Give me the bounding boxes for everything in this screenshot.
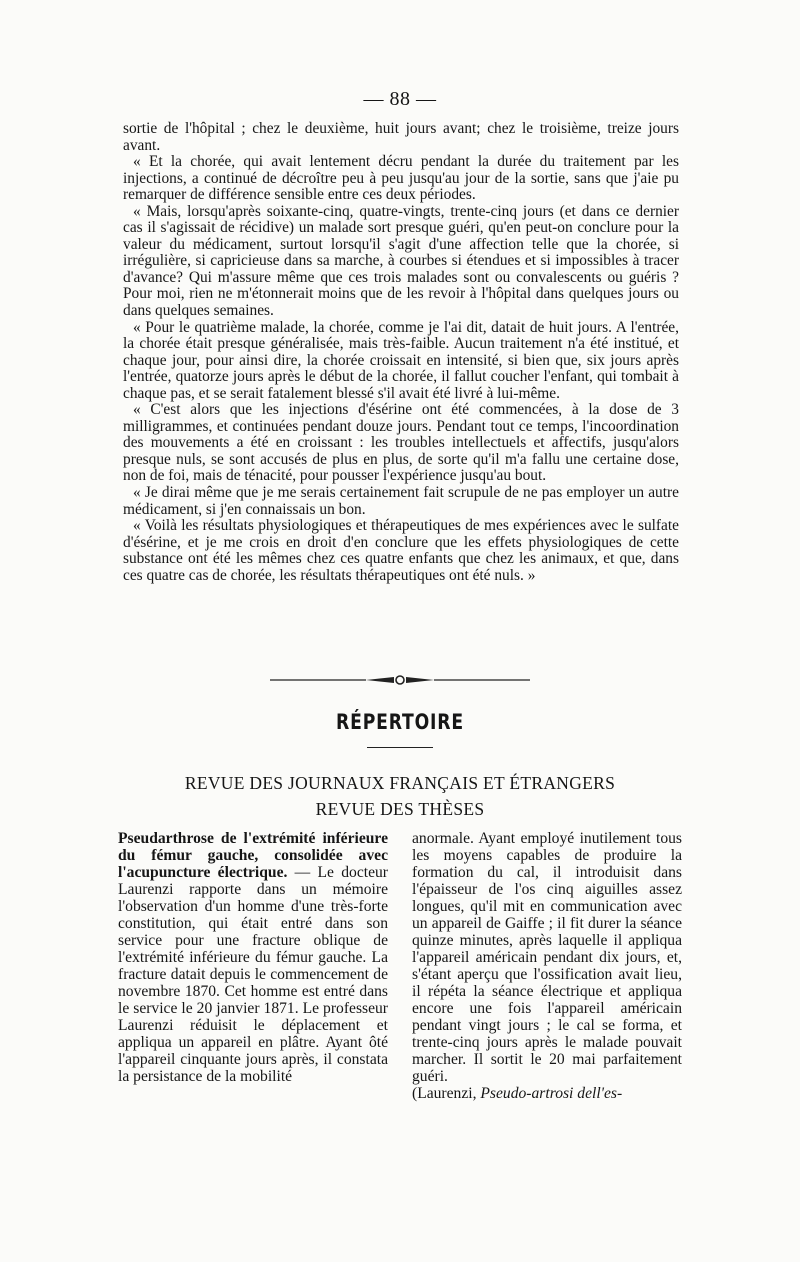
- title-rule: [367, 747, 433, 748]
- paragraph: « Mais, lorsqu'après soixante-cinq, quatre-vingts, trente-cinq jours (et dans ce dernier cas il s'agissait de récidive) un malade sort presque guéri, qu'en peut-on conclure pour la valeur du médicament, surtout lorsqu'il s'agit d'une affection telle que la chorée, si irrégulière, si capricieuse dans sa marche, à courbes si étendues et si impossibles à tracer d'avance? Qui m'assure même que ces trois malades sont ou convalescents ou guéris ? Pour moi, rien ne m'étonnerait moins que de les revoir à l'hôpital dans quelques jours ou dans quelques semaines.: [123, 202, 679, 320]
- paragraph: sortie de l'hôpital ; chez le deuxième, huit jours avant; chez le troisième, treize jours avant.: [123, 120, 679, 154]
- article-column-right: [412, 830, 682, 1102]
- paragraph: « Je dirai même que je me serais certainement fait scrupule de ne pas employer un autre médicament, si j'en connaissais un bon.: [123, 484, 679, 518]
- paragraph: « Et la chorée, qui avait lentement décru pendant la durée du traitement par les injections, a continué de décroître peu à peu jusqu'au jour de la sortie, sans que j'aie pu remarquer de différence sensible entre ces deux périodes.: [123, 153, 679, 204]
- article-title: Pseudarthrose de l'extrémité inférieure du fémur gauche, consolidée avec l'acupuncture électrique.: [118, 830, 388, 881]
- paragraph: « Pour le quatrième malade, la chorée, comme je l'ai dit, datait de huit jours. A l'entrée, la chorée était presque généralisée, mais très-faible. Aucun traitement n'a été institué, et chaque jour, pour ainsi dire, la chorée croissait en intensité, si bien que, six jours après l'entrée, quatorze jours après le début de la chorée, il fallut coucher l'enfant, qui tombait à chaque pas, et se serait fatalement blessé s'il avait été livré à lui-même.: [123, 318, 679, 402]
- article-column-left: [118, 830, 388, 1085]
- section-heading-theses: REVUE DES THÈSES: [315, 799, 485, 819]
- page-number: — 88 —: [363, 88, 437, 110]
- citation-author: (Laurenzi,: [412, 1085, 477, 1102]
- section-heading-journaux: REVUE DES JOURNAUX FRANÇAIS ET ÉTRANGERS: [184, 773, 616, 793]
- ornament-divider-icon: [270, 672, 530, 688]
- article-paragraph: [118, 830, 388, 1085]
- body-text: [123, 121, 679, 584]
- repertoire-title: RÉPERTOIRE: [336, 710, 464, 734]
- article-text-right: anormale. Ayant employé inutilement tous les moyens capables de produire la formation du cal, il introduisit dans l'épaisseur de l'os cinq aiguilles assez longues, qu'il mit en communication avec un appareil de Gaiffe ; il fit durer la séance quinze minutes, après laquelle il appliqua l'appareil américain pendant dix jours, et, s'étant aperçu que l'ossification avait lieu, il répéta la séance électrique et appliqua encore une fois l'appareil américain pendant vingt jours ; le cal se forma, et trente-cinq jours après le malade pouvait marcher. Il sortit le 20 mai parfaitement guéri.: [412, 830, 682, 1085]
- paragraph: « C'est alors que les injections d'ésérine ont été commencées, à la dose de 3 milligrammes, et continuées pendant douze jours. Pendant tout ce temps, l'incoordination des mouvements a été en croissant : les troubles intellectuels et affectifs, jusqu'alors presque nuls, se sont accusés de plus en plus, de sorte qu'il m'a fallu une certaine dose, non de foi, mais de ténacité, pour pousser l'expérience jusqu'au bout.: [123, 401, 679, 485]
- article-citation: [412, 1085, 682, 1102]
- article-text-left: — Le docteur Laurenzi rapporte dans un mémoire l'observation d'un homme d'une très-forte constitution, qui était entré dans son service pour une fracture oblique de l'extrémité inférieure du fémur gauche. La fracture datait depuis le commencement de novembre 1870. Cet homme est entré dans le service le 20 janvier 1871. Le professeur Laurenzi réduisit le déplacement et appliqua un appareil en plâtre. Ayant ôté l'appareil cinquante jours après, il constata la persistance de la mobilité: [118, 864, 389, 1085]
- citation-title: Pseudo-artrosi dell'es-: [480, 1085, 623, 1102]
- paragraph: « Voilà les résultats physiologiques et thérapeutiques de mes expériences avec le sulfate d'ésérine, et je me crois en droit d'en conclure que les effets physiologiques de cette substance ont été les mêmes chez ces quatre enfants que chez les animaux, et que, dans ces quatre cas de chorée, les résultats thérapeutiques ont été nuls. »: [123, 517, 679, 584]
